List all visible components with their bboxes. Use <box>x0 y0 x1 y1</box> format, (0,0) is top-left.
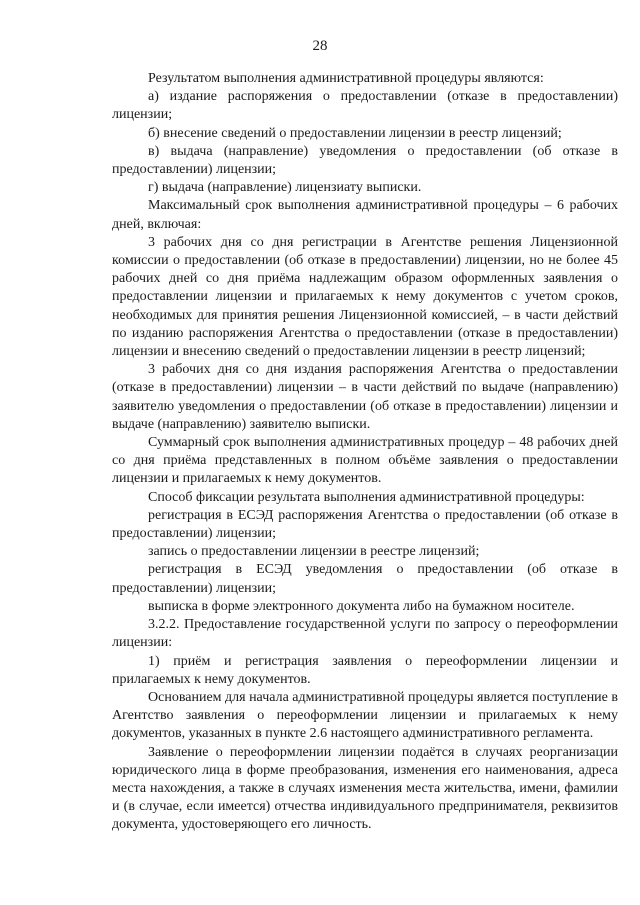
paragraph: в) выдача (направление) уведомления о предоставлении (об отказе в предоставлении) лицензии; <box>112 143 618 178</box>
paragraph: б) внесение сведений о предоставлении лицензии в реестр лицензий; <box>148 125 562 141</box>
paragraph: Суммарный срок выполнения административных процедур – 48 рабочих дней со дня приёма представленных в полном объёме заявления о предоставлении лицензии и прилагаемых к нему документов. <box>112 435 618 487</box>
paragraph: регистрация в ЕСЭД уведомления о предоставлении (об отказе в предоставлении) лицензии; <box>112 562 618 596</box>
paragraph: Заявление о переоформлении лицензии подаётся в случаях реорганизации юридического лица в форме преобразования, изменения его наименования, адреса места нахождения, а также в случаях изменения места жительства, имени, фамилии и (в случае, если имеется) отчества индивидуального предпринимателя, реквизитов документа, удостоверяющего его личность. <box>112 744 618 833</box>
paragraph: г) выдача (направление) лицензиату выписки. <box>148 180 422 196</box>
paragraph: выписка в форме электронного документа либо на бумажном носителе. <box>148 598 575 614</box>
paragraph: Способ фиксации результата выполнения административной процедуры: <box>148 489 585 505</box>
document-body <box>112 70 618 835</box>
paragraph: Основанием для начала административной процедуры является поступление в Агентство заявления о переоформлении лицензии и прилагаемых к нему документов, указанных в пункте 2.6 настоящего административного регламента. <box>112 689 618 742</box>
paragraph: запись о предоставлении лицензии в реестре лицензий; <box>148 544 480 560</box>
paragraph: Результатом выполнения административной процедуры являются: <box>148 71 544 86</box>
paragraph: 3 рабочих дня со дня регистрации в Агентстве решения Лицензионной комиссии о предоставлении (об отказе в предоставлении) лицензии, но не более 45 рабочих дней со дня приёма надлежащим образом оформленных заявления о предоставлении лицензии и прилагаемых к нему документов с учетом сроков, необходимых для принятия решения Лицензионной комиссией, – в части действий по изданию распоряжения Агентства о предоставлении (отказе в предоставлении) лицензии и внесению сведений о предоставлении лицензии в реестр лицензий; <box>112 234 618 360</box>
paragraph: регистрация в ЕСЭД распоряжения Агентства о предоставлении (об отказе в предоставлении) лицензии; <box>112 507 618 542</box>
paragraph: Максимальный срок выполнения административной процедуры – 6 рабочих дней, включая: <box>112 198 618 232</box>
page-number: 28 <box>312 38 328 54</box>
section-heading: 3.2.2. Предоставление государственной услуги по запросу о переоформлении лицензии: <box>112 617 618 651</box>
paragraph: а) издание распоряжения о предоставлении (отказе в предоставлении) лицензии; <box>112 89 618 123</box>
paragraph: 1) приём и регистрация заявления о переоформлении лицензии и прилагаемых к нему документов. <box>112 653 618 687</box>
paragraph: 3 рабочих дня со дня издания распоряжения Агентства о предоставлении (отказе в предоставлении) лицензии – в части действий по выдаче (направлению) заявителю уведомления о предоставлении (об отказе в предоставлении) лицензии и выдаче (направлению) заявителю выписки. <box>112 362 618 432</box>
